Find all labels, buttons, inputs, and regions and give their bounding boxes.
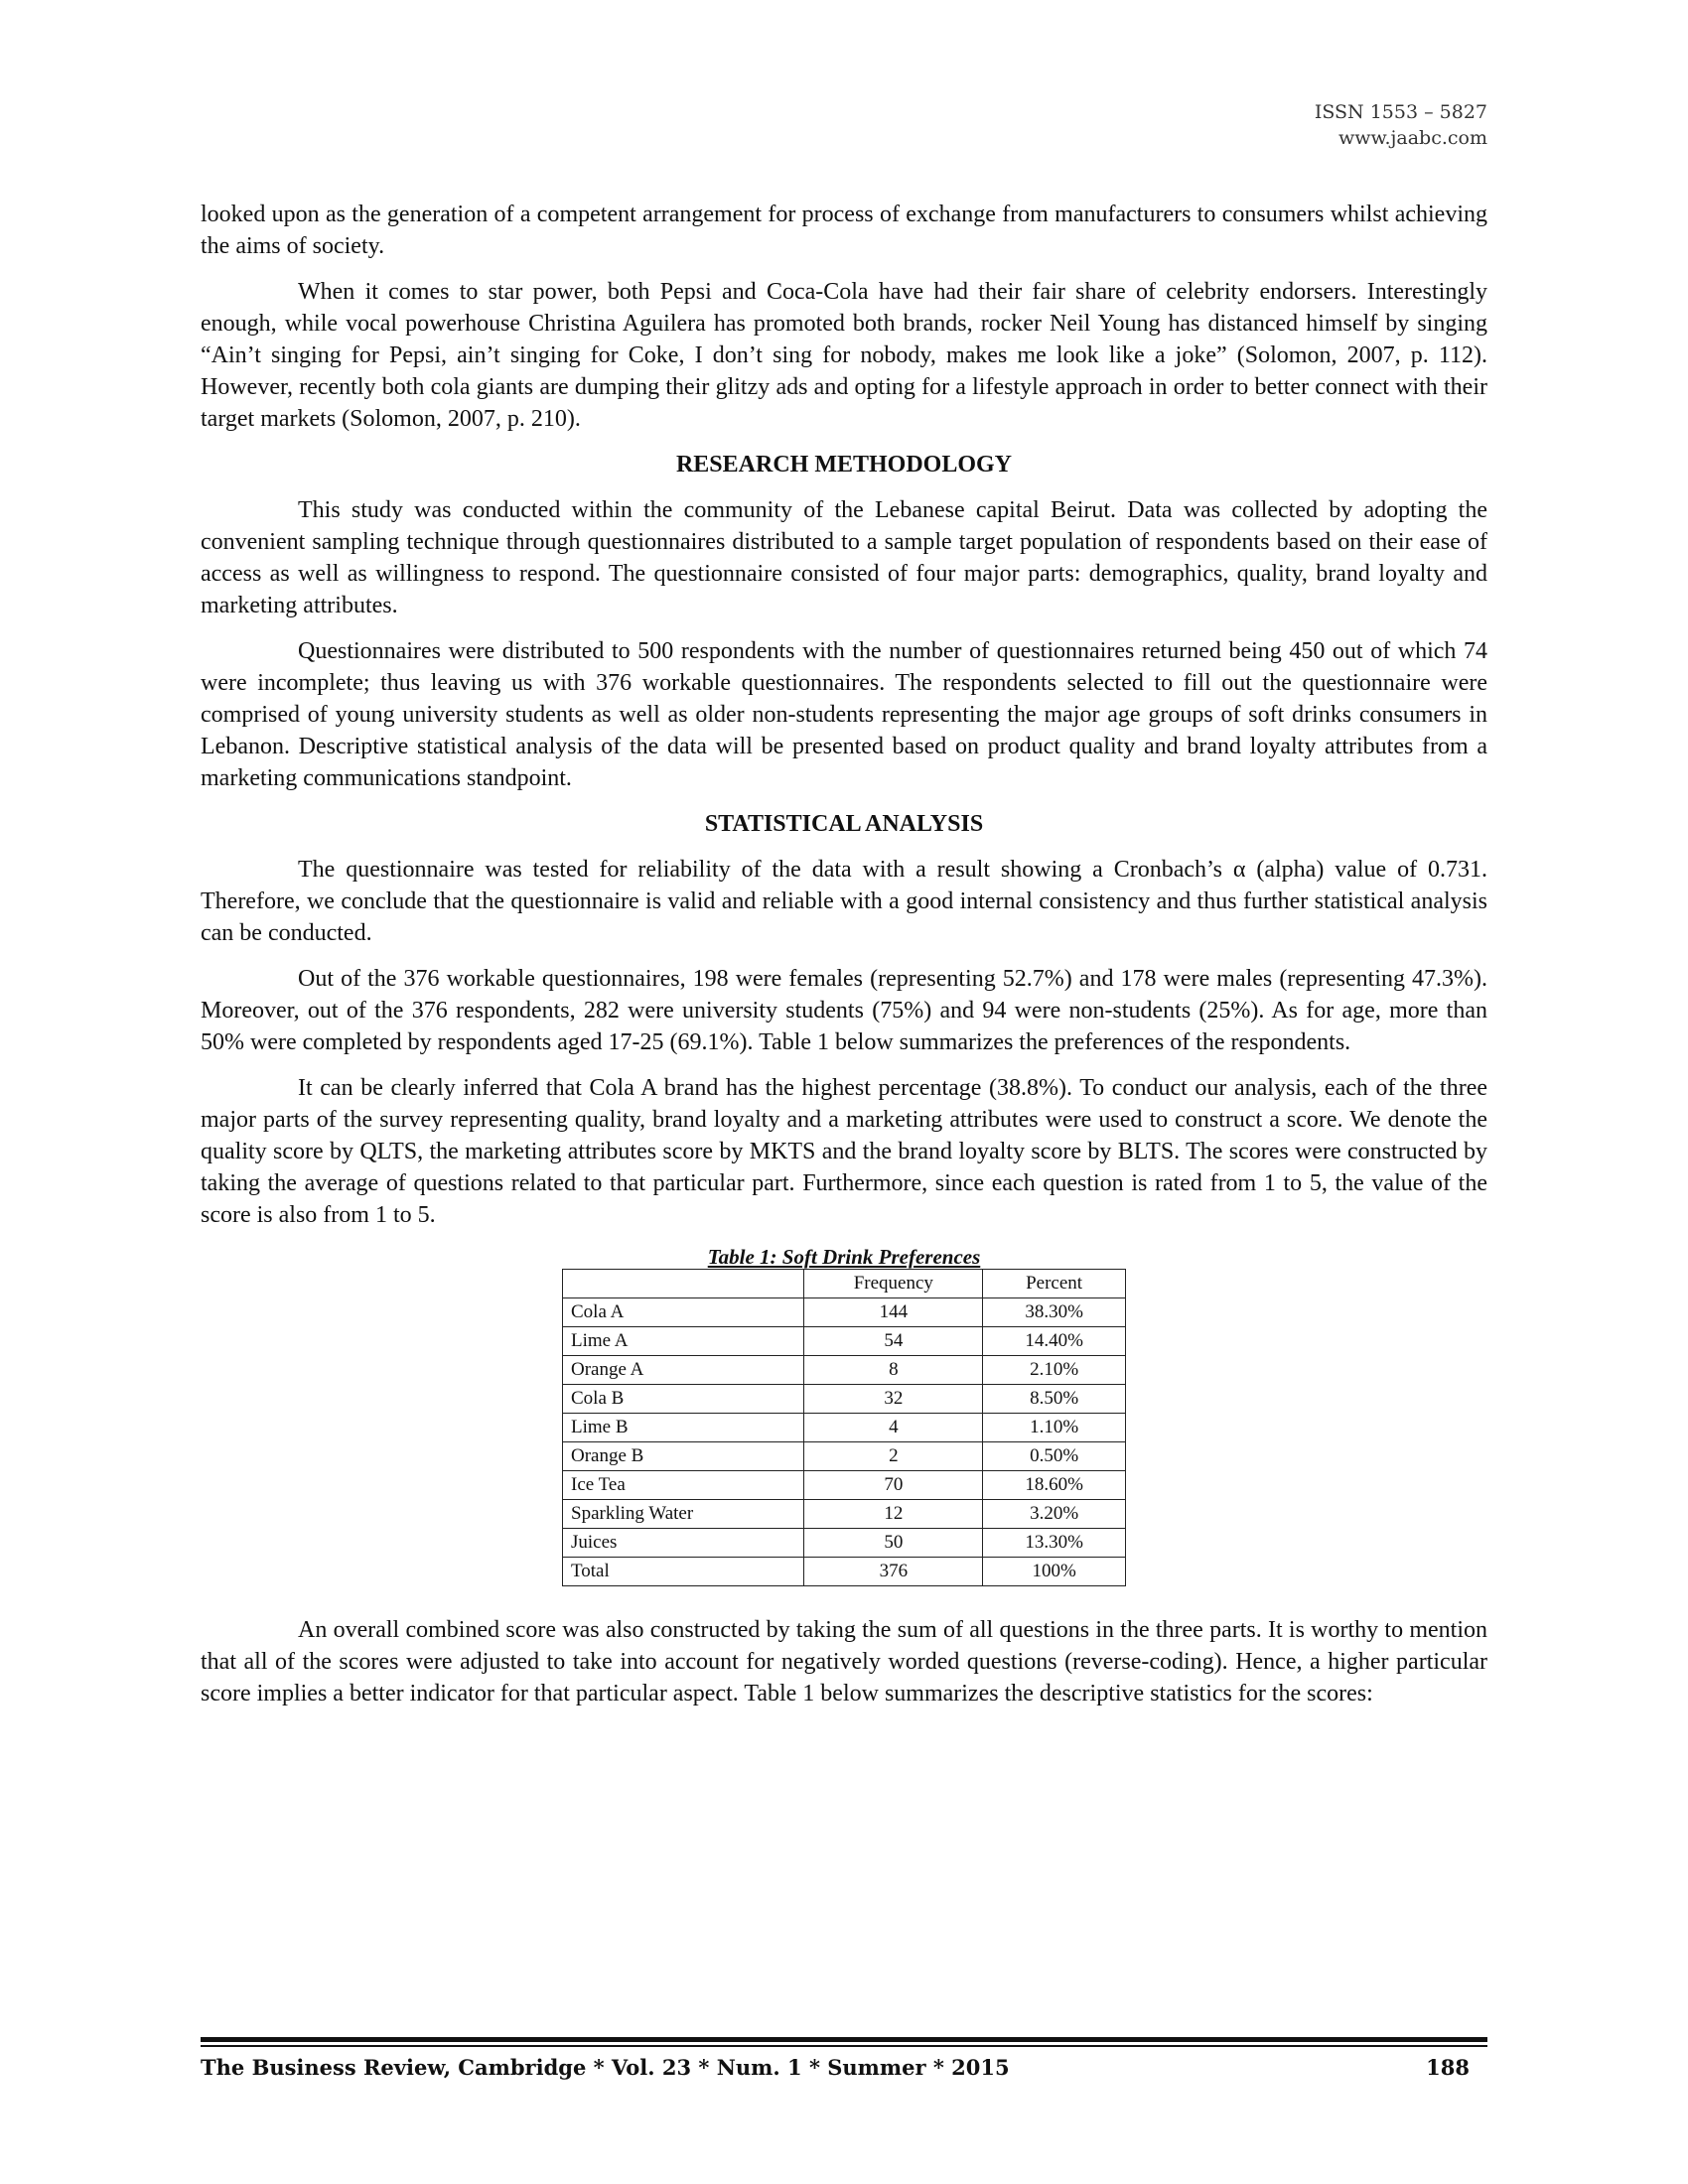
journal-citation: The Business Review, Cambridge * Vol. 23 * Num. 1 * Summer * 2015 (201, 2055, 1010, 2080)
page-header (1315, 99, 1487, 151)
table-row-label: Lime B (563, 1414, 804, 1442)
heading-statistical-analysis: STATISTICAL ANALYSIS (704, 811, 984, 837)
paragraph-demographics: Out of the 376 workable questionnaires, 198 were females (representing 52.7%) and 178 were males (representing 47.3%). Moreover, out of the 376 respondents, 282 were university students (75%) and 94 were non-students (25%). As for age, more than 50% were completed by respondents aged 17-25 (69.1%). Table 1 below summarizes the preferences of the respondents. (201, 966, 1487, 1055)
page-number: 188 (1426, 2055, 1470, 2080)
table-cell: 18.60% (983, 1471, 1126, 1500)
table-row-label: Juices (563, 1529, 804, 1558)
table-cell: 8 (804, 1356, 983, 1385)
table-cell: 54 (804, 1327, 983, 1356)
paragraph-reliability: The questionnaire was tested for reliability of the data with a result showing a Cronbach’s α (alpha) value of 0.731. Therefore, we conclude that the questionnaire is valid and reliable with a good internal consistency and thus further statistical analysis can be conducted. (201, 857, 1487, 946)
table-header-row (563, 1270, 1126, 1298)
table-cell: 1.10% (983, 1414, 1126, 1442)
table-row-label: Cola B (563, 1385, 804, 1414)
table-cell: 100% (983, 1558, 1126, 1586)
article-body (201, 199, 1487, 1723)
table-row-label: Lime A (563, 1327, 804, 1356)
table-cell: 32 (804, 1385, 983, 1414)
footer-rule-thin (201, 2045, 1487, 2047)
table-cell: 3.20% (983, 1500, 1126, 1529)
paragraph-continuation: looked upon as the generation of a competent arrangement for process of exchange from manufacturers to consumers whilst achieving the aims of society. (201, 202, 1487, 259)
table-cell: 50 (804, 1529, 983, 1558)
footer-rule-thick (201, 2037, 1487, 2042)
table-row (563, 1327, 1126, 1356)
table-cell: 2 (804, 1442, 983, 1471)
issn: ISSN 1553 – 5827 (1314, 101, 1487, 123)
table-cell: 38.30% (983, 1298, 1126, 1327)
table-row (563, 1414, 1126, 1442)
paragraph-questionnaires: Questionnaires were distributed to 500 respondents with the number of questionnaires returned being 450 out of which 74 were incomplete; thus leaving us with 376 workable questionnaires. The respondents selected to fill out the questionnaire were comprised of young university students as well as older non-students representing the major age groups of soft drinks consumers in Lebanon. Descriptive statistical analysis of the data will be presented based on product quality and brand loyalty attributes from a marketing communications standpoint. (201, 638, 1487, 791)
paragraph-scores: It can be clearly inferred that Cola A brand has the highest percentage (38.8%). To conduct our analysis, each of the three major parts of the survey representing quality, brand loyalty and a marketing attributes were used to construct a score. We denote the quality score by QLTS, the marketing attributes score by MKTS and the brand loyalty score by BLTS. The scores were constructed by taking the average of questions related to that particular part. Furthermore, since each question is rated from 1 to 5, the value of the score is also from 1 to 5. (201, 1075, 1487, 1228)
table-row (563, 1442, 1126, 1471)
preferences-table (562, 1269, 1126, 1586)
table-cell: 12 (804, 1500, 983, 1529)
paragraph-star-power: When it comes to star power, both Pepsi and Coca-Cola have had their fair share of celebrity endorsers. Interestingly enough, while vocal powerhouse Christina Aguilera has promoted both brands, rocker Neil Young has distanced himself by singing “Ain’t singing for Pepsi, ain’t singing for Coke, I don’t sing for nobody, makes me look like a joke” (Solomon, 2007, p. 112). However, recently both cola giants are dumping their glitzy ads and opting for a lifestyle approach in order to better connect with their target markets (Solomon, 2007, p. 210). (201, 279, 1487, 432)
table-cell: 144 (804, 1298, 983, 1327)
table-cell: 13.30% (983, 1529, 1126, 1558)
table-row (563, 1529, 1126, 1558)
table-header-cell (563, 1270, 804, 1298)
table-1 (562, 1245, 1126, 1586)
table-cell: 0.50% (983, 1442, 1126, 1471)
table-row-label: Orange A (563, 1356, 804, 1385)
table-header-cell: Percent (983, 1270, 1126, 1298)
page-footer (201, 2037, 1487, 2080)
table-row-label: Total (563, 1558, 804, 1586)
table-cell: 70 (804, 1471, 983, 1500)
paragraph-study-location: This study was conducted within the community of the Lebanese capital Beirut. Data was collected by adopting the convenient sampling technique through questionnaires distributed to a sample target population of respondents based on their ease of access as well as willingness to respond. The questionnaire consisted of four major parts: demographics, quality, brand loyalty and marketing attributes. (201, 497, 1487, 618)
table-row (563, 1385, 1126, 1414)
table-cell: 4 (804, 1414, 983, 1442)
paragraph-combined-score: An overall combined score was also constructed by taking the sum of all questions in the three parts. It is worthy to mention that all of the scores were adjusted to take into account for negatively worded questions (reverse-coding). Hence, a higher particular score implies a better indicator for that particular aspect. Table 1 below summarizes the descriptive statistics for the scores: (201, 1617, 1487, 1706)
table-row (563, 1471, 1126, 1500)
table-caption: Table 1: Soft Drink Preferences (707, 1245, 981, 1269)
table-row-label: Cola A (563, 1298, 804, 1327)
table-row (563, 1298, 1126, 1327)
table-row (563, 1500, 1126, 1529)
table-body (563, 1298, 1126, 1586)
table-row (563, 1558, 1126, 1586)
table-row-label: Ice Tea (563, 1471, 804, 1500)
table-row-label: Sparkling Water (563, 1500, 804, 1529)
table-cell: 2.10% (983, 1356, 1126, 1385)
table-row-label: Orange B (563, 1442, 804, 1471)
table-cell: 376 (804, 1558, 983, 1586)
table-row (563, 1356, 1126, 1385)
table-cell: 8.50% (983, 1385, 1126, 1414)
table-header-cell: Frequency (804, 1270, 983, 1298)
heading-research-methodology: RESEARCH METHODOLOGY (675, 452, 1013, 478)
table-cell: 14.40% (983, 1327, 1126, 1356)
website: www.jaabc.com (1337, 127, 1487, 149)
